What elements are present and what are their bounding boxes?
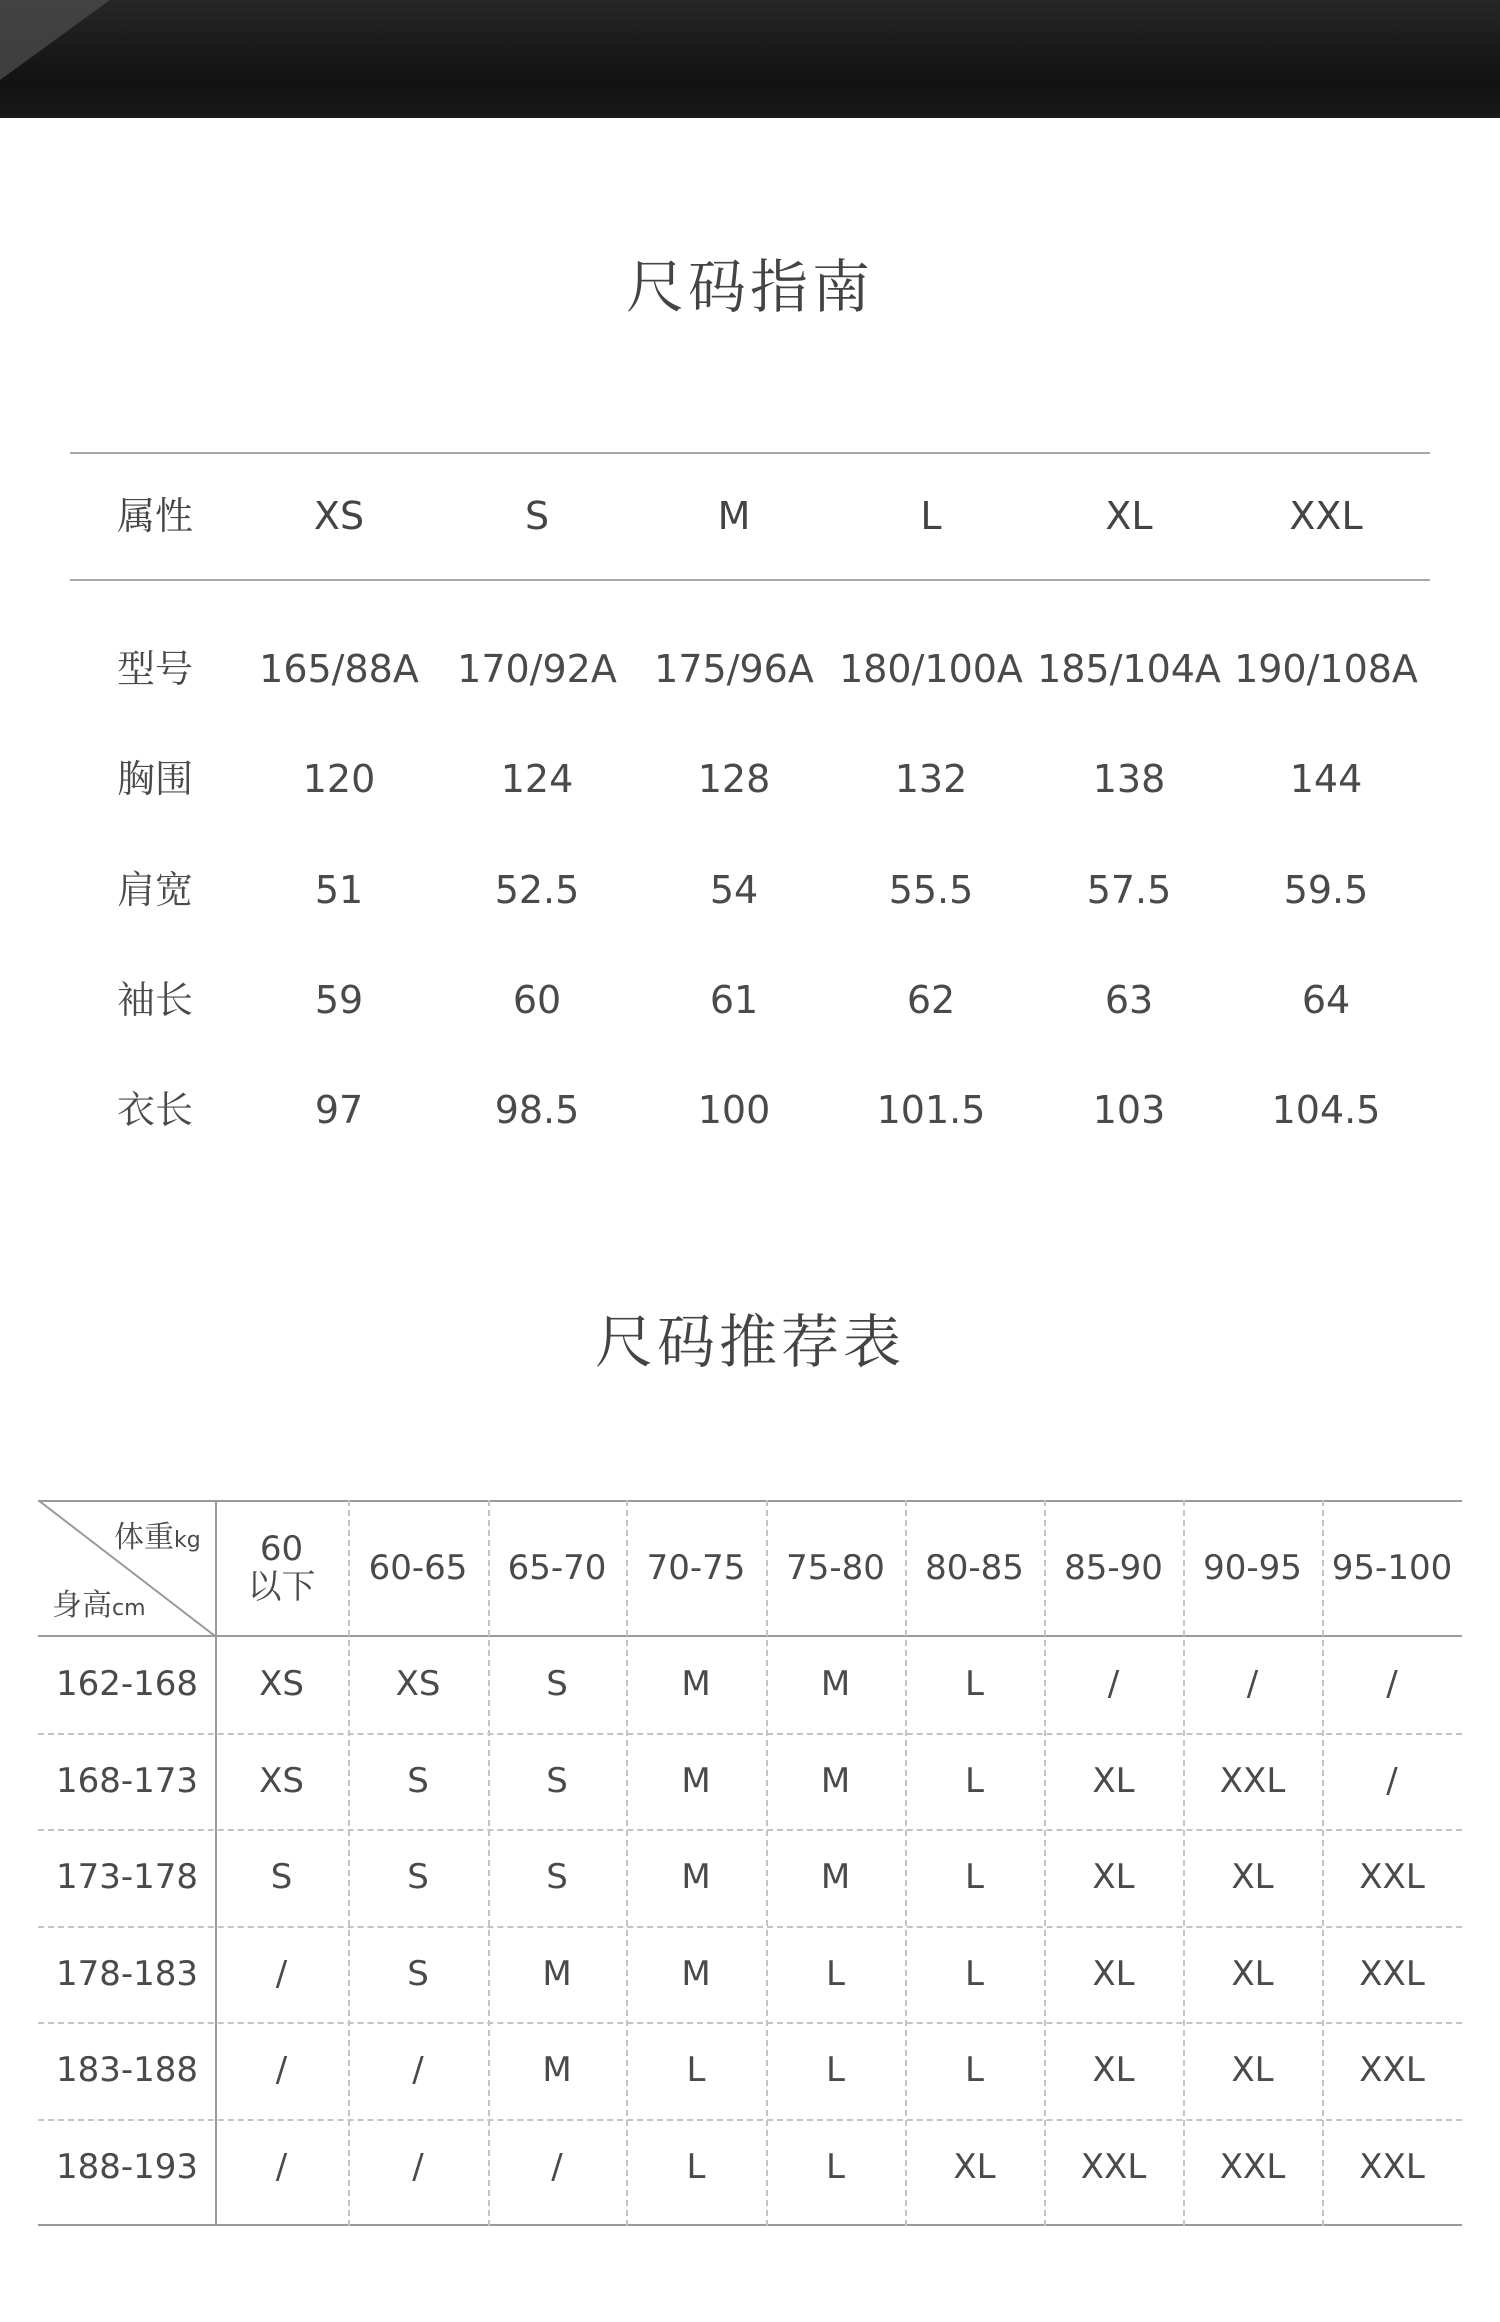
corner-weight-text: 体重 <box>114 1520 174 1555</box>
weight-header-under-60 <box>215 1500 348 1636</box>
recommended-size: XL <box>1092 1760 1135 1801</box>
weight-header: 75-80 <box>786 1548 885 1588</box>
recommended-size: / <box>1386 1664 1398 1705</box>
height-label: 168-173 <box>56 1760 199 1801</box>
recommended-size: / <box>412 2146 424 2187</box>
banner-corner-fold <box>0 0 110 80</box>
recommended-size: S <box>407 1953 429 1994</box>
recommended-size: M <box>542 2050 572 2091</box>
table-bottom-rule <box>38 2224 1462 2226</box>
recommended-size: XL <box>1092 1953 1135 1994</box>
recommended-size: XL <box>1231 2050 1274 2091</box>
measurement-row <box>70 634 1430 704</box>
recommended-size: XXL <box>1219 2146 1286 2187</box>
measurement-row <box>70 1075 1430 1145</box>
measurement-value: 170/92A <box>457 647 617 691</box>
recommended-size: / <box>551 2146 563 2187</box>
recommended-size: S <box>546 1760 568 1801</box>
weight-header: 65-70 <box>507 1548 607 1588</box>
measurement-value: 124 <box>500 757 574 801</box>
measurement-value: 120 <box>302 757 376 801</box>
measurement-value: 144 <box>1289 757 1363 801</box>
recommended-size: L <box>826 2146 845 2187</box>
measurement-value: 97 <box>314 1088 364 1132</box>
measurement-row <box>70 965 1430 1035</box>
weight-header: 60-65 <box>368 1548 468 1588</box>
recommended-size: / <box>275 2146 288 2187</box>
recommended-size: M <box>681 1953 711 1994</box>
recommended-size: XL <box>1231 1953 1274 1994</box>
measurement-label: 型号 <box>116 647 193 691</box>
measurement-value: 51 <box>314 868 364 912</box>
measurement-value: 128 <box>697 757 771 801</box>
corner-height-text: 身高 <box>52 1588 112 1623</box>
recommended-size: L <box>686 2146 706 2187</box>
recommended-size: L <box>965 1953 984 1994</box>
measurement-value: 54 <box>709 868 759 912</box>
recommended-size: / <box>1107 1664 1120 1705</box>
size-header-xs: XS <box>313 494 365 538</box>
attribute-header: 属性 <box>116 494 193 538</box>
recommended-size: M <box>681 1760 711 1801</box>
recommended-size: XL <box>953 2146 996 2187</box>
size-guide-title: 尺码指南 <box>625 253 874 321</box>
recommended-size: XXL <box>1359 1953 1425 1994</box>
recommended-size: XS <box>395 1664 441 1705</box>
measurement-value: 55.5 <box>888 868 974 912</box>
measurement-value: 100 <box>697 1088 771 1132</box>
size-header-xl: XL <box>1105 494 1153 538</box>
height-label: 178-183 <box>56 1953 199 1994</box>
recommended-size: S <box>546 1857 568 1898</box>
table-top-rule <box>70 452 1430 454</box>
recommended-size: M <box>820 1857 851 1898</box>
height-label: 162-168 <box>56 1664 199 1705</box>
measurement-value: 60 <box>512 978 562 1022</box>
measurement-value: 59 <box>314 978 364 1022</box>
measurement-value: 165/88A <box>259 647 419 691</box>
header-row <box>70 481 1430 551</box>
top-banner <box>0 0 1500 118</box>
recommended-size: XXL <box>1359 2050 1425 2091</box>
recommended-size: XL <box>1092 2050 1135 2091</box>
size-recommendation-title: 尺码推荐表 <box>594 1308 905 1376</box>
corner-weight-label <box>114 1512 201 1556</box>
recommended-size: S <box>407 1760 429 1801</box>
recommended-size: XXL <box>1359 1857 1425 1898</box>
measurement-value: 63 <box>1104 978 1154 1022</box>
measurement-value: 64 <box>1301 978 1351 1022</box>
recommended-size: XS <box>259 1760 304 1801</box>
measurement-label: 肩宽 <box>116 868 193 912</box>
measurement-value: 59.5 <box>1283 868 1369 912</box>
recommended-size: M <box>542 1953 572 1994</box>
recommended-size: XXL <box>1219 1760 1286 1801</box>
measurement-value: 175/96A <box>654 647 814 691</box>
recommended-size: M <box>820 1664 851 1705</box>
measurement-value: 62 <box>906 978 956 1022</box>
measurement-value: 103 <box>1092 1088 1166 1132</box>
recommended-size: S <box>407 1857 429 1898</box>
recommended-size: / <box>1386 1760 1398 1801</box>
recommended-size: S <box>546 1664 568 1705</box>
recommended-size: L <box>826 2050 845 2091</box>
height-label: 173-178 <box>56 1857 199 1898</box>
weight-header: 85-90 <box>1064 1548 1163 1588</box>
recommended-size: L <box>965 1760 984 1801</box>
size-header-s: S <box>524 494 550 538</box>
weight-header-bottom: 以下 <box>247 1567 316 1607</box>
recommended-size: M <box>681 1857 711 1898</box>
header-divider <box>70 579 1430 581</box>
recommended-size: L <box>965 2050 984 2091</box>
recommended-size: / <box>412 2050 424 2091</box>
measurement-label: 胸围 <box>116 757 193 801</box>
measurement-value: 101.5 <box>876 1088 986 1132</box>
corner-height-unit: cm <box>112 1596 146 1621</box>
recommended-size: L <box>826 1953 845 1994</box>
weight-header-top: 60 <box>259 1529 304 1569</box>
height-label: 183-188 <box>56 2050 199 2091</box>
measurement-value: 52.5 <box>494 868 580 912</box>
measurement-value: 132 <box>894 757 968 801</box>
measurement-value: 180/100A <box>839 647 1023 691</box>
recommended-size: L <box>965 1857 984 1898</box>
corner-height-label <box>52 1580 146 1624</box>
recommended-size: / <box>275 1953 288 1994</box>
measurement-label: 衣长 <box>116 1088 193 1132</box>
recommended-size: L <box>686 2050 706 2091</box>
recommended-size: XS <box>259 1664 304 1705</box>
recommended-size: XL <box>1231 1857 1274 1898</box>
recommended-size: / <box>275 2050 288 2091</box>
size-header-m: M <box>717 494 751 538</box>
recommended-size: M <box>681 1664 711 1705</box>
measurement-value: 190/108A <box>1234 647 1418 691</box>
measurement-value: 104.5 <box>1271 1088 1381 1132</box>
size-header-xxl: XXL <box>1289 494 1363 538</box>
measurement-value: 57.5 <box>1086 868 1172 912</box>
measurement-value: 185/104A <box>1037 647 1221 691</box>
corner-weight-unit: kg <box>174 1528 201 1553</box>
recommended-size: XXL <box>1359 2146 1425 2187</box>
measurement-value: 61 <box>709 978 759 1022</box>
recommended-size: M <box>820 1760 851 1801</box>
weight-header: 95-100 <box>1331 1548 1453 1588</box>
weight-header: 90-95 <box>1203 1548 1302 1588</box>
weight-header: 70-75 <box>646 1548 746 1588</box>
size-header-l: L <box>920 494 942 538</box>
measurement-label: 袖长 <box>116 978 193 1022</box>
measurement-value: 138 <box>1092 757 1166 801</box>
recommended-size: / <box>1246 1664 1259 1705</box>
size-recommendation-table <box>38 1500 1462 2226</box>
measurement-row <box>70 855 1430 925</box>
recommended-size: XXL <box>1080 2146 1147 2187</box>
height-label: 188-193 <box>56 2146 199 2187</box>
measurement-row <box>70 744 1430 814</box>
recommended-size: S <box>270 1857 293 1898</box>
recommended-size: L <box>965 1664 984 1705</box>
weight-header: 80-85 <box>925 1548 1024 1588</box>
recommended-size: XL <box>1092 1857 1135 1898</box>
measurement-value: 98.5 <box>494 1088 580 1132</box>
